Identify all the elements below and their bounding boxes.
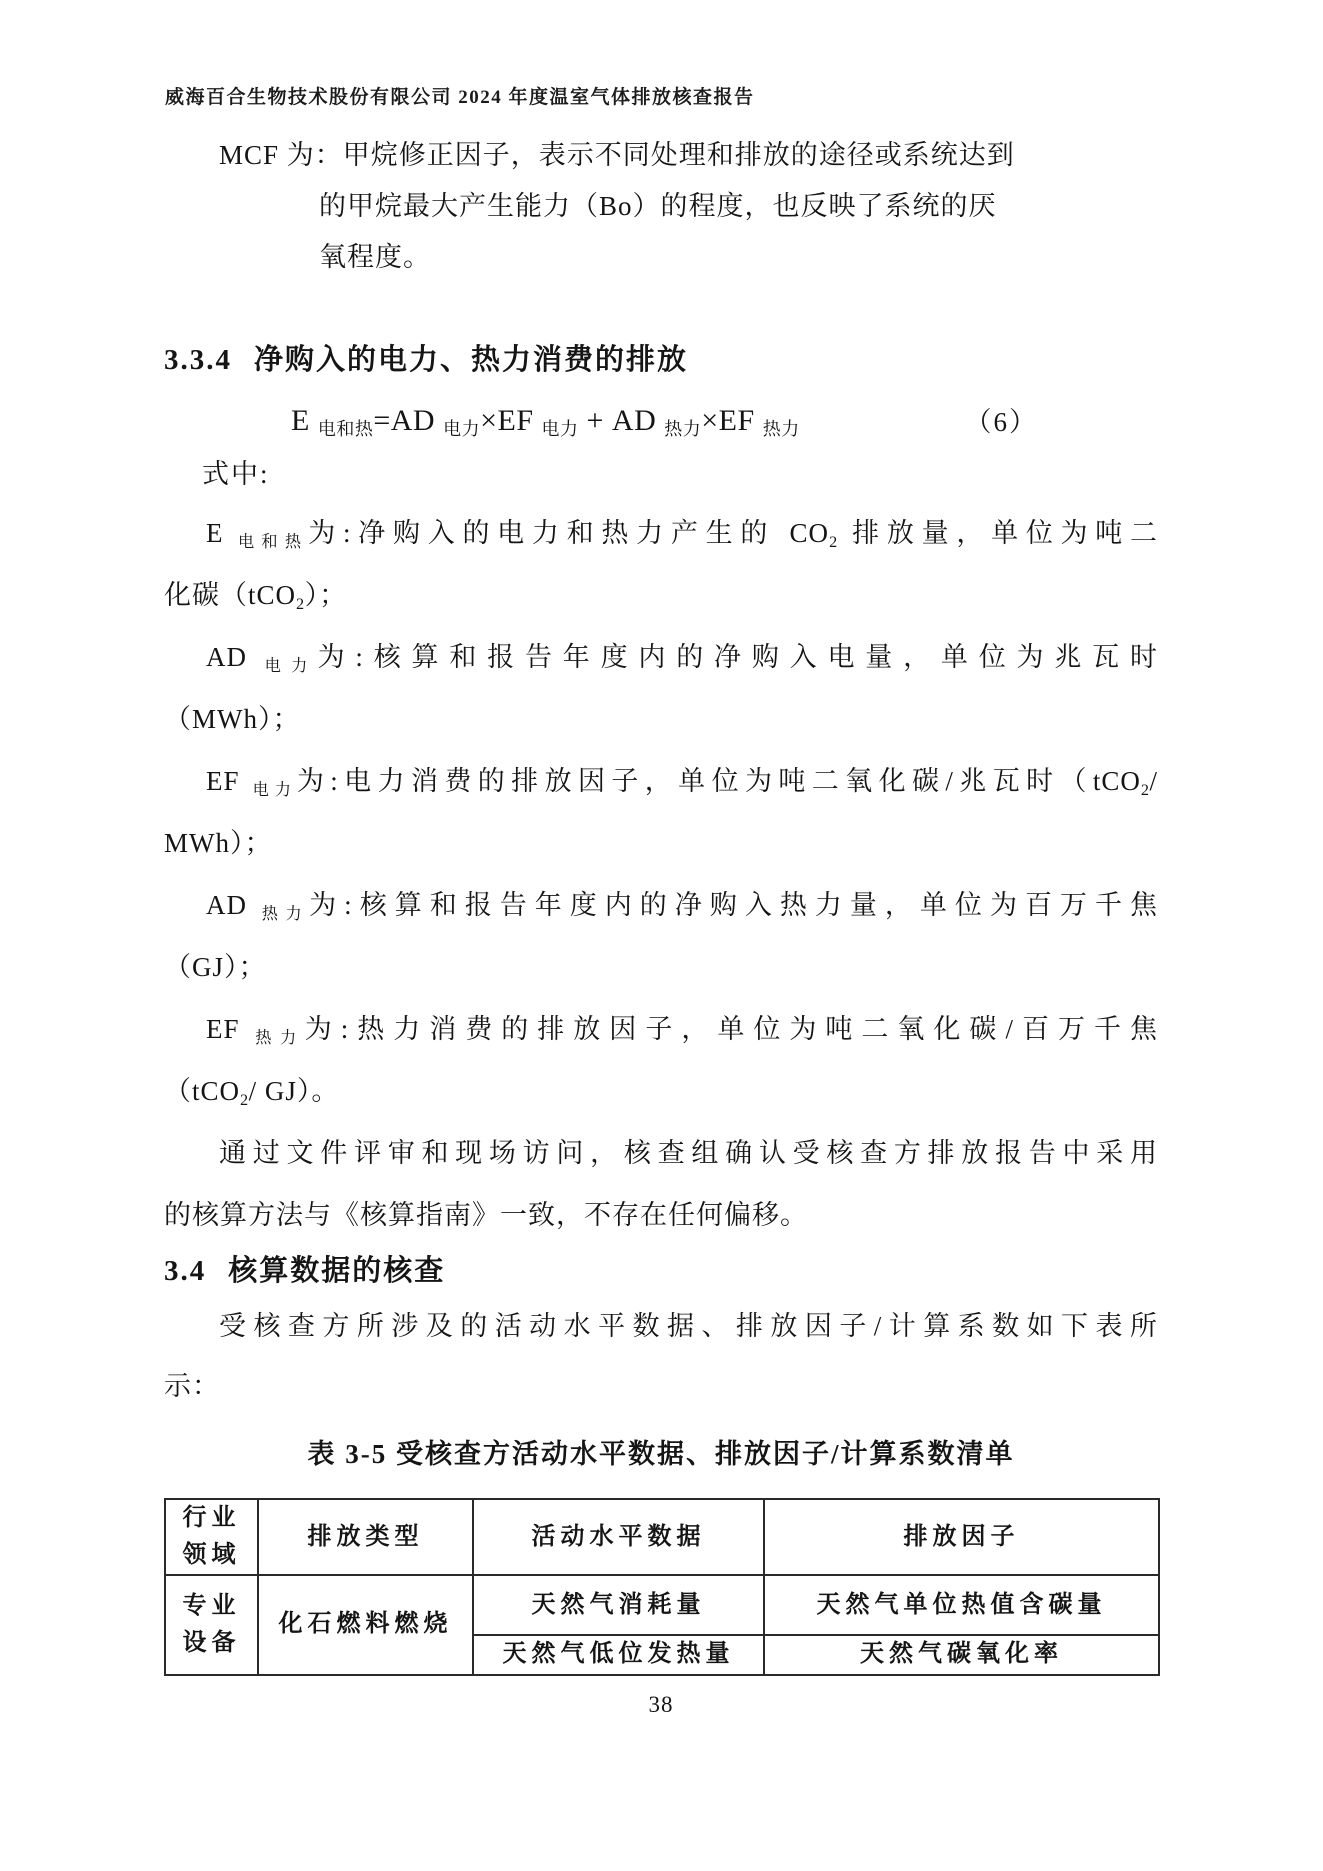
- page-content: [164, 130, 1158, 1718]
- definition-line: EF 电力为:电力消费的排放因子，单位为吨二氧化碳/兆瓦时（tCO2/: [206, 766, 1159, 799]
- header-emission-factor: 排放因子: [764, 1499, 1159, 1575]
- equation-number: （6）: [964, 407, 1038, 437]
- cell-activity-data: 天然气消耗量: [473, 1575, 764, 1635]
- section-heading-3-3-4: [164, 335, 1158, 385]
- text-line: 氧程度。: [319, 242, 431, 272]
- header-activity-data: 活动水平数据: [473, 1499, 764, 1575]
- header-industry-field: 行业领域: [165, 1499, 258, 1575]
- table-intro-paragraph: [164, 1296, 1158, 1416]
- table-row: [165, 1575, 1159, 1635]
- table-header-row: [165, 1499, 1159, 1575]
- cell-emission-factor: 天然气碳氧化率: [764, 1635, 1159, 1674]
- text-line: 受核查方所涉及的活动水平数据、排放因子/计算系数如下表所: [219, 1311, 1158, 1341]
- page-number: 38: [648, 1691, 674, 1717]
- text-line: 示：: [164, 1371, 220, 1401]
- definition-list: [164, 502, 1158, 1246]
- formula-row: [164, 397, 1158, 447]
- cell-industry: 专业设备: [165, 1575, 258, 1674]
- section-title: 核算数据的核查: [228, 1255, 446, 1287]
- table-caption: 表 3-5 受核查方活动水平数据、排放因子/计算系数清单: [307, 1439, 1015, 1469]
- where-label: 式中:: [202, 459, 270, 489]
- definition-line: AD 热力为:核算和报告年度内的净购入热力量，单位为百万千焦: [206, 890, 1158, 923]
- section-number: 3.3.4: [164, 344, 232, 376]
- definition-line: EF 热力为:热力消费的排放因子，单位为吨二氧化碳/百万千焦: [206, 1014, 1158, 1047]
- text-line: MCF 为：甲烷修正因子，表示不同处理和排放的途径或系统达到: [219, 140, 1015, 170]
- section-number: 3.4: [164, 1255, 207, 1287]
- closing-paragraph-line: 通过文件评审和现场访问，核查组确认受核查方排放报告中采用: [219, 1138, 1158, 1168]
- definition-line: E 电和热为:净购入的电力和热力产生的 CO2 排放量，单位为吨二: [206, 518, 1159, 551]
- document-header: 威海百合生物技术股份有限公司 2024 年度温室气体排放核查报告: [165, 87, 755, 108]
- definition-line: （GJ）；: [164, 952, 267, 982]
- verification-data-table: [164, 1498, 1160, 1676]
- closing-paragraph-line: 的核算方法与《核算指南》一致，不存在任何偏移。: [164, 1200, 808, 1230]
- section-heading-3-4: [164, 1246, 1158, 1296]
- text-line: 的甲烷最大产生能力（Bo）的程度，也反映了系统的厌: [319, 191, 997, 221]
- section-title: 净购入的电力、热力消费的排放: [254, 344, 689, 376]
- cell-activity-data: 天然气低位发热量: [473, 1635, 764, 1674]
- definition-line: （MWh）；: [164, 704, 301, 734]
- header-emission-type: 排放类型: [258, 1499, 473, 1575]
- definition-line: 化碳（tCO2）；: [164, 580, 348, 613]
- cell-emission-type: 化石燃料燃烧: [258, 1575, 473, 1674]
- formula-expression: E 电和热=AD 电力×EF 电力 + AD 热力×EF 热力: [291, 403, 800, 439]
- definition-line: AD 电力为:核算和报告年度内的净购入电量，单位为兆瓦时: [206, 642, 1158, 675]
- definition-line: MWh）；: [164, 828, 273, 858]
- paragraph-mcf: [164, 130, 1158, 283]
- definition-line: （tCO2/ GJ）。: [164, 1076, 340, 1109]
- cell-emission-factor: 天然气单位热值含碳量: [764, 1575, 1159, 1635]
